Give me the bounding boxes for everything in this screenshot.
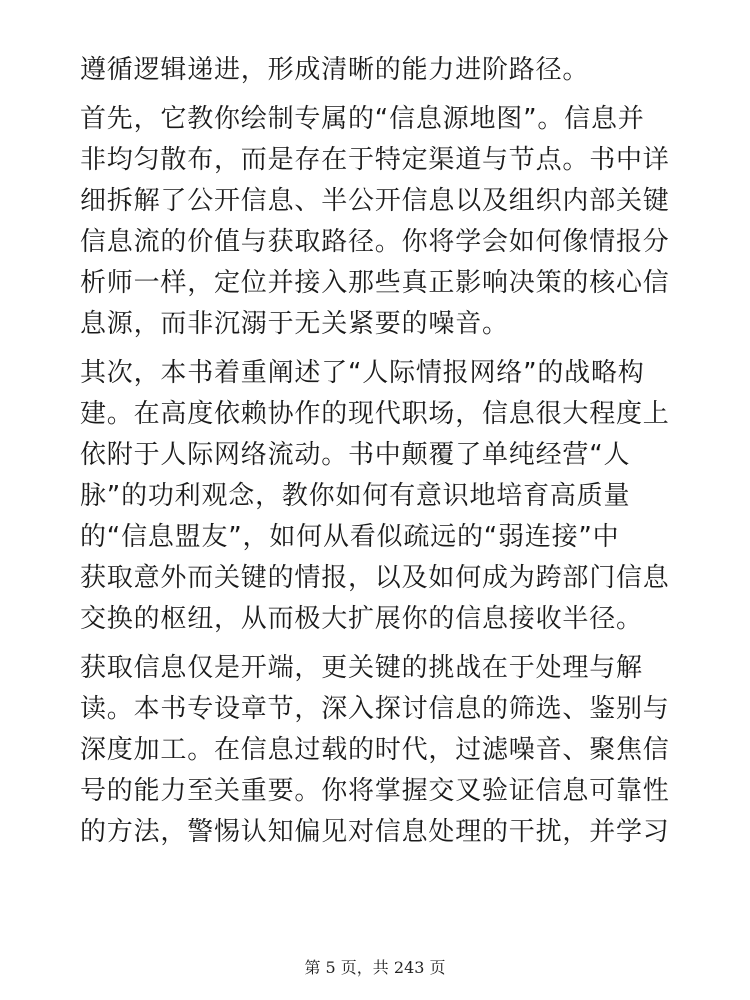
body-text <box>80 50 680 861</box>
paragraph-3 <box>80 353 680 640</box>
text-line: 依附于人际网络流动。书中颠覆了单纯经营“人 <box>80 440 631 470</box>
text-line: 获取信息仅是开端，更关键的挑战在于处理与解 <box>80 653 643 683</box>
text-line: 交换的枢纽，从而极大扩展你的信息接收半径。 <box>80 604 643 634</box>
text-line: 信息流的价值与获取路径。你将学会如何像情报分 <box>80 227 670 257</box>
text-line: 析师一样，定位并接入那些真正影响决策的核心信 <box>80 268 670 298</box>
text-line: 的“信息盟友”，如何从看似疏远的“弱连接”中 <box>80 522 620 552</box>
text-line: 息源，而非沉溺于无关紧要的噪音。 <box>80 309 509 339</box>
text-line: 首先，它教你绘制专属的“信息源地图”。信息并 <box>80 104 645 134</box>
text-line: 号的能力至关重要。你将掌握交叉验证信息可靠性 <box>80 776 670 806</box>
text-line: 非均匀散布，而是存在于特定渠道与节点。书中详 <box>80 145 670 175</box>
text-line: 读。本书专设章节，深入探讨信息的筛选、鉴别与 <box>80 694 670 724</box>
text-line: 脉”的功利观念，教你如何有意识地培育高质量 <box>80 481 631 511</box>
text-line: 的方法，警惕认知偏见对信息处理的干扰，并学习 <box>80 817 670 847</box>
text-line: 其次，本书着重阐述了“人际情报网络”的战略构 <box>80 358 645 388</box>
page-number-footer: 第 5 页，共 243 页 <box>304 958 446 977</box>
text-line: 获取意外而关键的情报，以及如何成为跨部门信息 <box>80 563 670 593</box>
paragraph-2 <box>80 99 680 345</box>
text-line: 遵循逻辑递进，形成清晰的能力进阶路径。 <box>80 55 590 85</box>
text-line: 细拆解了公开信息、半公开信息以及组织内部关键 <box>80 186 670 216</box>
paragraph-1 <box>80 50 680 91</box>
text-line: 深度加工。在信息过载的时代，过滤噪音、聚焦信 <box>80 735 670 765</box>
paragraph-4 <box>80 648 680 853</box>
text-line: 建。在高度依赖协作的现代职场，信息很大程度上 <box>80 399 670 429</box>
